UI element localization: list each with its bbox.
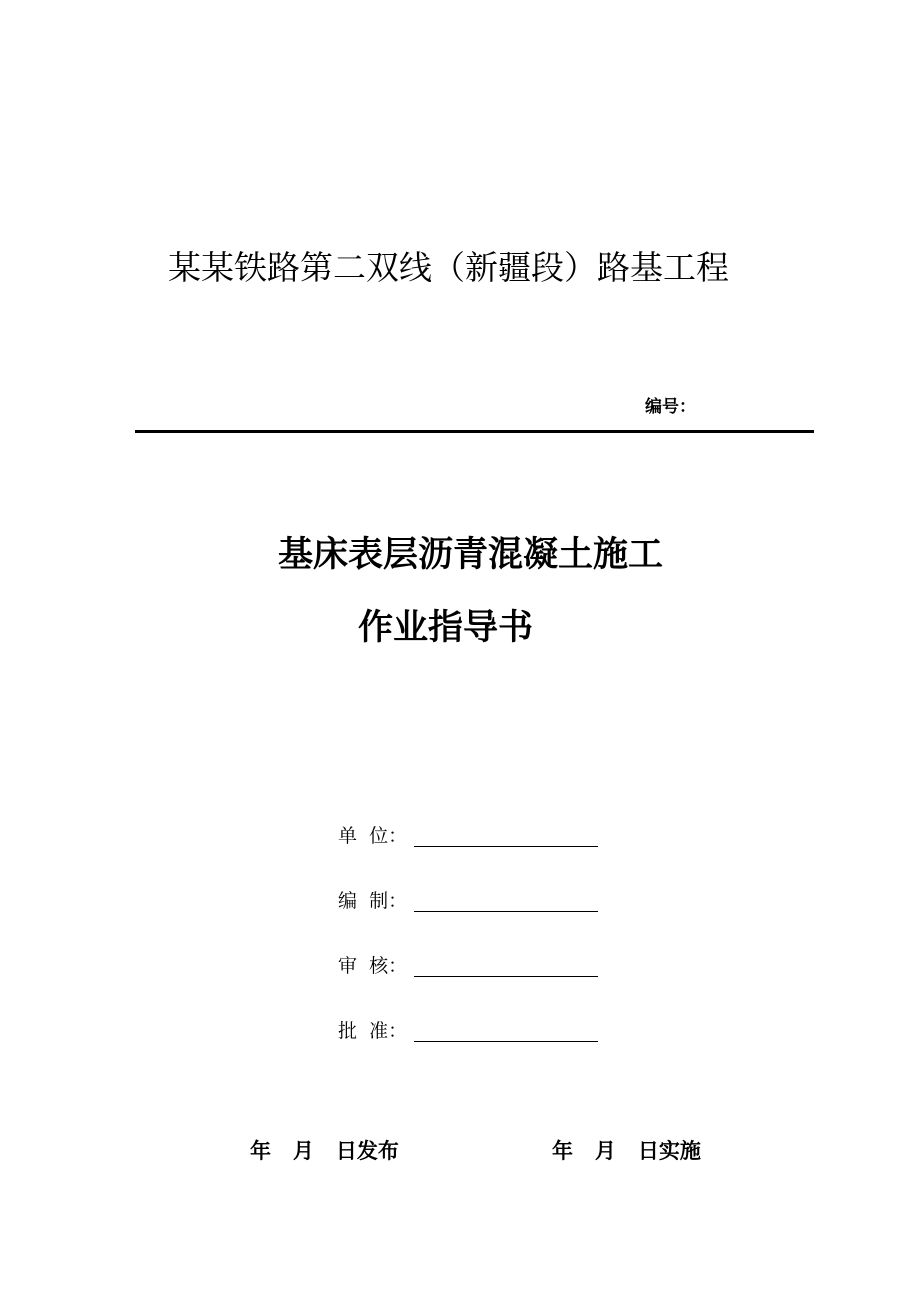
document-number-label: 编号： — [645, 397, 696, 417]
effective-date: 年 月 日实施 — [552, 1139, 701, 1163]
publish-date: 年 月 日发布 — [250, 1139, 399, 1163]
signature-label-approved: 批 准： — [338, 1020, 408, 1042]
document-title-line-2: 作业指导书 — [358, 608, 534, 648]
document-title-line-1: 基床表层沥青混凝土施工 — [278, 535, 664, 575]
signature-label-reviewed: 审 核： — [338, 955, 408, 977]
signature-label-unit: 单 位： — [338, 825, 408, 847]
signature-line-reviewed — [414, 952, 598, 977]
signature-row-unit — [338, 822, 608, 887]
signature-block — [338, 822, 608, 1082]
project-title: 某某铁路第二双线（新疆段）路基工程 — [168, 248, 729, 287]
signature-row-approved — [338, 1017, 608, 1082]
signature-row-reviewed — [338, 952, 608, 1017]
signature-line-approved — [414, 1017, 598, 1042]
header-divider — [135, 430, 814, 433]
signature-row-compiled — [338, 887, 608, 952]
signature-label-compiled: 编 制： — [338, 890, 408, 912]
signature-line-unit — [414, 822, 598, 847]
signature-line-compiled — [414, 887, 598, 912]
